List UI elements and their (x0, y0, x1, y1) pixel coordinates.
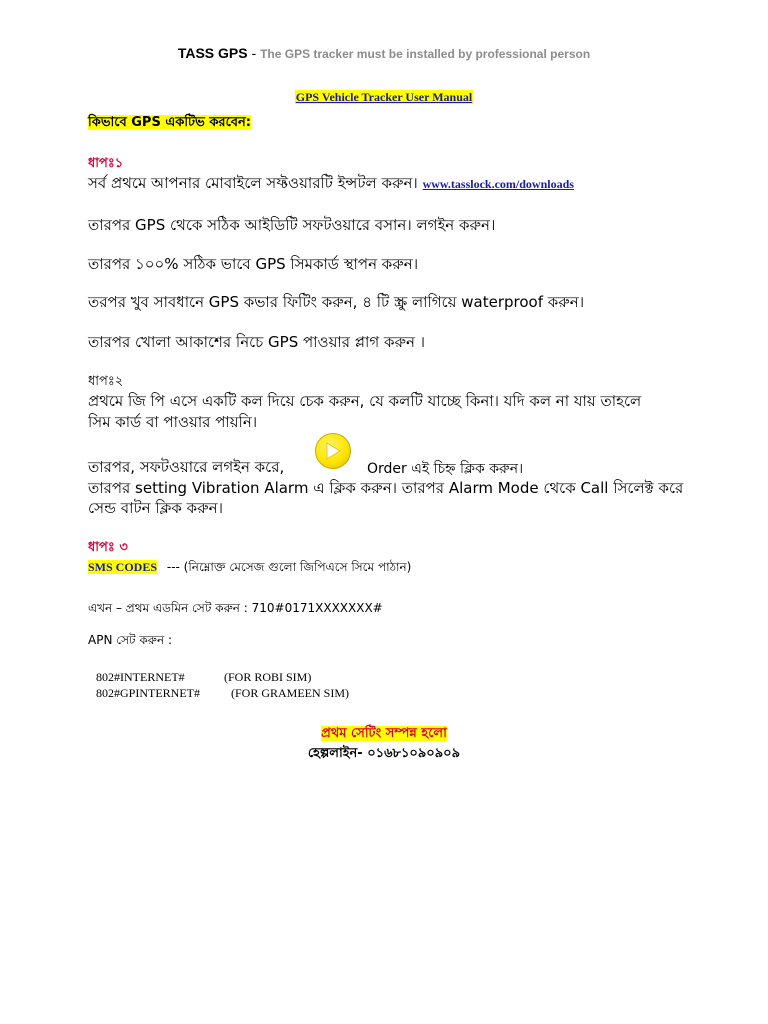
manual-title-row (0, 90, 768, 105)
step3-label: ধাপঃ ৩ (88, 540, 128, 555)
header-separator: - (247, 45, 261, 61)
apn-code-note: (FOR GRAMEEN SIM) (231, 686, 350, 700)
step2-line-4: তারপর setting Vibration Alarm এ ক্লিক করুন। তারপর Alarm Mode থেকে Call সিলেক্ট করে (88, 479, 684, 497)
section-heading: কিভাবে GPS একটিভ করবেন: (88, 115, 252, 130)
play-triangle-icon (325, 442, 341, 460)
setup-complete-row (0, 724, 768, 745)
document-header (0, 45, 768, 63)
apn-code-note: (FOR ROBI SIM) (224, 670, 312, 684)
apn-code-row (96, 686, 349, 701)
step1-label: ধাপঃ১ (88, 156, 124, 171)
step2-line-2: সিম কার্ড বা পাওয়ার পায়নি। (88, 413, 258, 431)
manual-title: GPS Vehicle Tracker User Manual (295, 90, 473, 104)
apn-code-row (96, 670, 311, 685)
step2-label: ধাপঃ২ (88, 374, 124, 389)
step1-line-3: তারপর ১০০% সঠিক ভাবে GPS সিমকার্ড স্থাপন করুন। (88, 255, 419, 273)
header-tagline: The GPS tracker must be installed by professional person (260, 47, 591, 61)
step1-line-1-text: সর্ব প্রথমে আপনার মোবাইলে সফ্টওয়ারটি ইন্সটল করুন। (88, 174, 418, 192)
sms-codes-label: SMS CODES (88, 560, 158, 574)
download-link[interactable]: www.tasslock.com/downloads (422, 177, 574, 191)
sms-codes-note: --- (নিম্নোক্ত মেসেজ গুলো জিপিএসে সিমে পাঠান) (166, 560, 412, 574)
setup-complete-text: প্রথম সেটিং সম্পন্ন হলো (321, 726, 447, 741)
apn-label: APN সেট করুন : (88, 633, 173, 647)
section-heading-row (88, 113, 251, 134)
step1-line-5: তারপর খোলা আকাশের নিচে GPS পাওয়ার প্লাগ করুন । (88, 333, 426, 351)
step2-line-3b: Order এই চিহ্ন ক্লিক করুন। (367, 461, 524, 477)
step1-line-4: তরপর খুব সাবধানে GPS কভার ফিটিং করুন, ৪ টি স্ক্রু লাগিয়ে waterproof করুন। (88, 293, 585, 311)
step2-line-5: সেন্ড বাটন ক্লিক করুন। (88, 499, 223, 517)
helpline: হেল্পলাইন- ০১৬৮১০৯০৯০৯ (307, 746, 461, 761)
sms-codes-row (88, 559, 411, 579)
step2-line-3a: তারপর, সফটওয়ারে লগইন করে, (88, 458, 285, 476)
step2-line-1: প্রথমে জি পি এসে একটি কল দিয়ে চেক করুন, যে কলটি যাচ্ছে কিনা। যদি কল না যায় তাহলে (88, 392, 642, 410)
admin-line: এখন – প্রথম এডমিন সেট করুন : 710#0171XXXXXXX# (88, 601, 383, 615)
apn-code: 802#INTERNET# (96, 670, 185, 684)
step1-line-2: তারপর GPS থেকে সঠিক আইডিটি সফটওয়ারে বসান। লগইন করুন। (88, 216, 496, 234)
apn-code: 802#GPINTERNET# (96, 686, 200, 700)
brand-name: TASS GPS (177, 45, 248, 61)
order-play-icon[interactable] (315, 433, 351, 469)
step1-line-1 (88, 172, 574, 197)
